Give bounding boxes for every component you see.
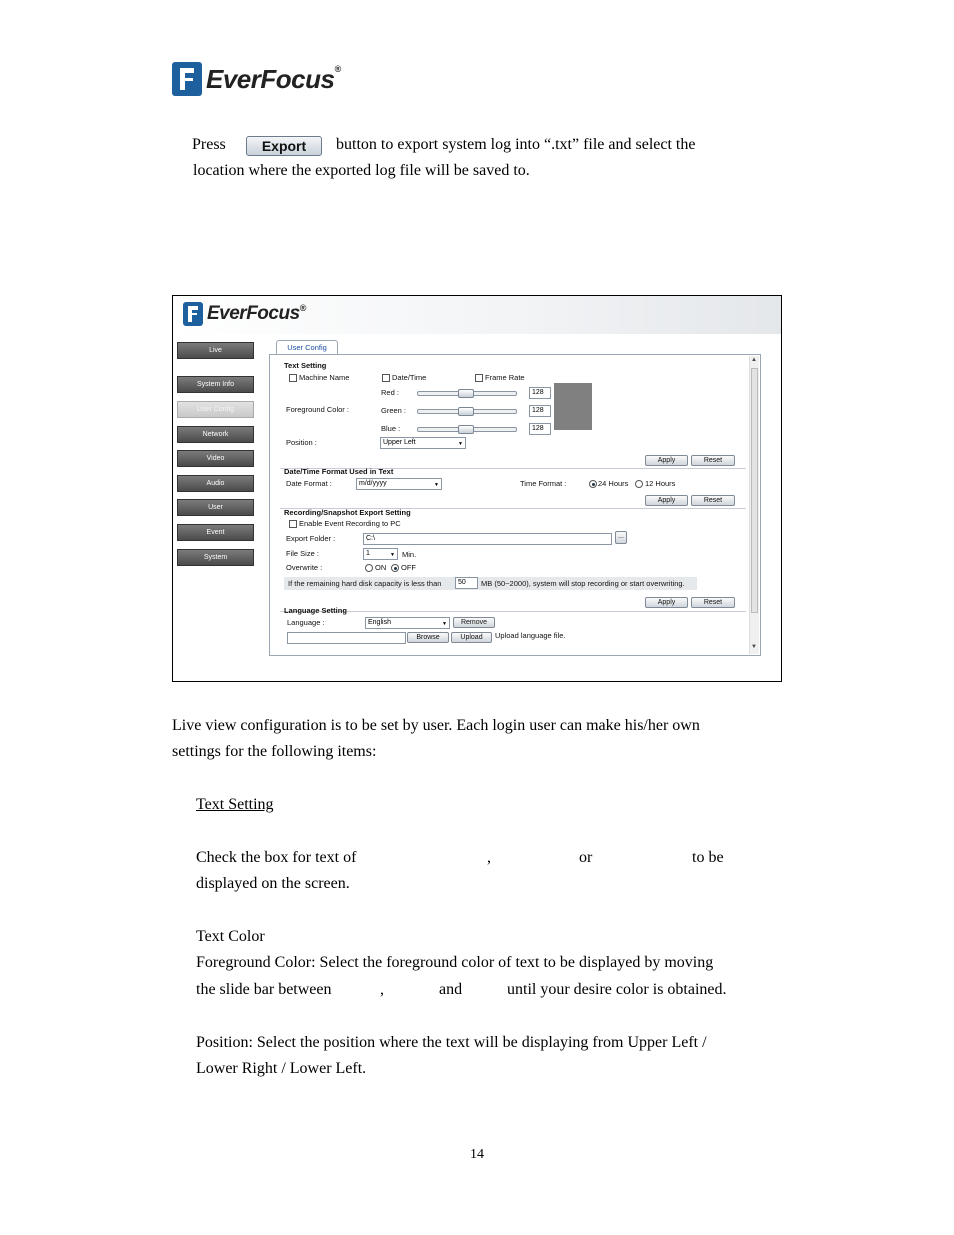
red-slider-thumb[interactable] — [458, 389, 474, 398]
scroll-up-icon[interactable]: ▲ — [751, 357, 757, 363]
green-label: Green : — [381, 406, 407, 415]
24-hours-radio[interactable] — [589, 480, 597, 488]
blue-value-field[interactable]: 128 — [529, 423, 551, 435]
export-button[interactable]: Export — [246, 136, 322, 156]
everfocus-logo — [172, 62, 341, 96]
language-remove-button[interactable]: Remove — [453, 617, 495, 628]
language-title: Language Setting — [284, 606, 347, 615]
overwrite-on-radio[interactable] — [365, 564, 373, 572]
green-slider[interactable] — [417, 409, 517, 414]
user-config-screenshot — [172, 295, 782, 682]
text-setting-apply-button[interactable]: Apply — [645, 455, 688, 466]
intro-press: Press — [192, 136, 226, 153]
screenshot-header — [173, 296, 781, 334]
scroll-thumb[interactable] — [751, 368, 758, 613]
language-browse-button[interactable]: Browse — [407, 632, 449, 643]
body-paragraph-line1: Live view configuration is to be set by user. Each login user can make his/her own — [172, 717, 700, 734]
position-label: Position : — [286, 438, 317, 447]
date-time-checkbox[interactable] — [382, 374, 390, 382]
enable-event-recording-checkbox[interactable] — [289, 520, 297, 528]
12-hours-radio[interactable] — [635, 480, 643, 488]
check-box-text-d: to be — [692, 849, 724, 866]
upload-language-note: Upload language file. — [495, 631, 566, 640]
nav-user-config[interactable]: User Config — [177, 401, 254, 418]
text-setting-heading: Text Setting — [196, 796, 274, 813]
date-format-title: Date/Time Format Used in Text — [284, 467, 394, 476]
nav-event[interactable]: Event — [177, 524, 254, 541]
language-label: Language : — [287, 618, 325, 627]
date-format-apply-button[interactable]: Apply — [645, 495, 688, 506]
color-preview — [554, 383, 592, 430]
nav-live[interactable]: Live — [177, 342, 254, 359]
user-config-panel — [269, 354, 761, 656]
red-slider[interactable] — [417, 391, 517, 396]
green-slider-thumb[interactable] — [458, 407, 474, 416]
overwrite-label: Overwrite : — [286, 563, 323, 572]
recording-reset-button[interactable]: Reset — [691, 597, 735, 608]
browse-folder-button[interactable]: ... — [615, 531, 627, 544]
screenshot-logo — [183, 302, 306, 326]
disk-threshold-input[interactable]: 50 — [455, 577, 478, 589]
text-setting-title: Text Setting — [284, 361, 327, 370]
nav-audio[interactable]: Audio — [177, 475, 254, 492]
file-size-label: File Size : — [286, 549, 319, 558]
frame-rate-label: Frame Rate — [485, 373, 525, 382]
language-upload-button[interactable]: Upload — [451, 632, 492, 643]
check-box-line2: displayed on the screen. — [196, 875, 350, 892]
file-size-select[interactable]: 1 ▼ — [363, 548, 398, 560]
nav-user[interactable]: User — [177, 499, 254, 516]
export-folder-input[interactable]: C:\ — [363, 533, 612, 545]
intro-line1: button to export system log into “.txt” file and select the — [336, 136, 696, 153]
file-size-unit: Min. — [402, 550, 417, 559]
12-hours-label: 12 Hours — [645, 479, 676, 488]
disk-capacity-note — [284, 577, 697, 590]
foreground-color-label: Foreground Color : — [286, 405, 349, 414]
foreground-line2-a: the slide bar between — [196, 981, 332, 998]
body-paragraph-line2: settings for the following items: — [172, 743, 377, 760]
foreground-line2-c: and — [439, 981, 463, 998]
language-file-input[interactable] — [287, 632, 406, 644]
recording-title: Recording/Snapshot Export Setting — [284, 508, 411, 517]
nav-video[interactable]: Video — [177, 450, 254, 467]
nav-system-info[interactable]: System Info — [177, 376, 254, 393]
blue-label: Blue : — [381, 424, 401, 433]
foreground-line2-d: until your desire color is obtained. — [507, 981, 727, 998]
date-time-label: Date/Time — [392, 373, 427, 382]
everfocus-logo-icon — [172, 62, 202, 96]
foreground-line2-b: , — [380, 981, 384, 998]
position-line1: Position: Select the position where the text will be displaying from Upper Left / — [196, 1034, 707, 1051]
note-text-before: If the remaining hard disk capacity is less than — [288, 579, 442, 588]
tab-user-config[interactable]: User Config — [276, 340, 338, 354]
recording-apply-button[interactable]: Apply — [645, 597, 688, 608]
export-folder-label: Export Folder : — [286, 534, 336, 543]
check-box-text-b: , — [487, 849, 491, 866]
page-number: 14 — [470, 1147, 484, 1162]
logo-text: EverFocus® — [206, 63, 341, 94]
position-select[interactable]: Upper Left ▼ — [380, 437, 466, 449]
red-value-field[interactable]: 128 — [529, 387, 551, 399]
note-text-after: MB (50~2000), system will stop recording or start overwriting. — [481, 579, 685, 588]
machine-name-checkbox[interactable] — [289, 374, 297, 382]
green-value-field[interactable]: 128 — [529, 405, 551, 417]
nav-network[interactable]: Network — [177, 426, 254, 443]
enable-event-recording-label: Enable Event Recording to PC — [299, 519, 401, 528]
blue-slider[interactable] — [417, 427, 517, 432]
red-label: Red : — [381, 388, 399, 397]
screenshot-logo-text: EverFocus® — [207, 303, 306, 324]
date-format-label: Date Format : — [286, 479, 332, 488]
machine-name-label: Machine Name — [299, 373, 350, 382]
time-format-label: Time Format : — [520, 479, 567, 488]
language-select[interactable]: English ▼ — [365, 617, 450, 629]
date-format-reset-button[interactable]: Reset — [691, 495, 735, 506]
check-box-text-c: or — [579, 849, 593, 866]
check-box-text-a: Check the box for text of — [196, 849, 357, 866]
frame-rate-checkbox[interactable] — [475, 374, 483, 382]
scroll-down-icon[interactable]: ▼ — [751, 644, 757, 650]
date-format-select[interactable]: m/d/yyyy ▼ — [356, 478, 442, 490]
intro-line2: location where the exported log file will be saved to. — [193, 162, 530, 179]
foreground-line1: Foreground Color: Select the foreground color of text to be displayed by moving — [196, 954, 714, 971]
24-hours-label: 24 Hours — [598, 479, 629, 488]
overwrite-off-radio[interactable] — [391, 564, 399, 572]
position-line2: Lower Right / Lower Left. — [196, 1060, 367, 1077]
text-setting-reset-button[interactable]: Reset — [691, 455, 735, 466]
everfocus-logo-icon — [183, 302, 203, 326]
divider — [280, 611, 746, 612]
text-color-heading: Text Color — [196, 928, 265, 945]
blue-slider-thumb[interactable] — [458, 425, 474, 434]
overwrite-off-label: OFF — [401, 563, 416, 572]
nav-system[interactable]: System — [177, 549, 254, 566]
overwrite-on-label: ON — [375, 563, 387, 572]
panel-scrollbar[interactable] — [749, 356, 759, 654]
